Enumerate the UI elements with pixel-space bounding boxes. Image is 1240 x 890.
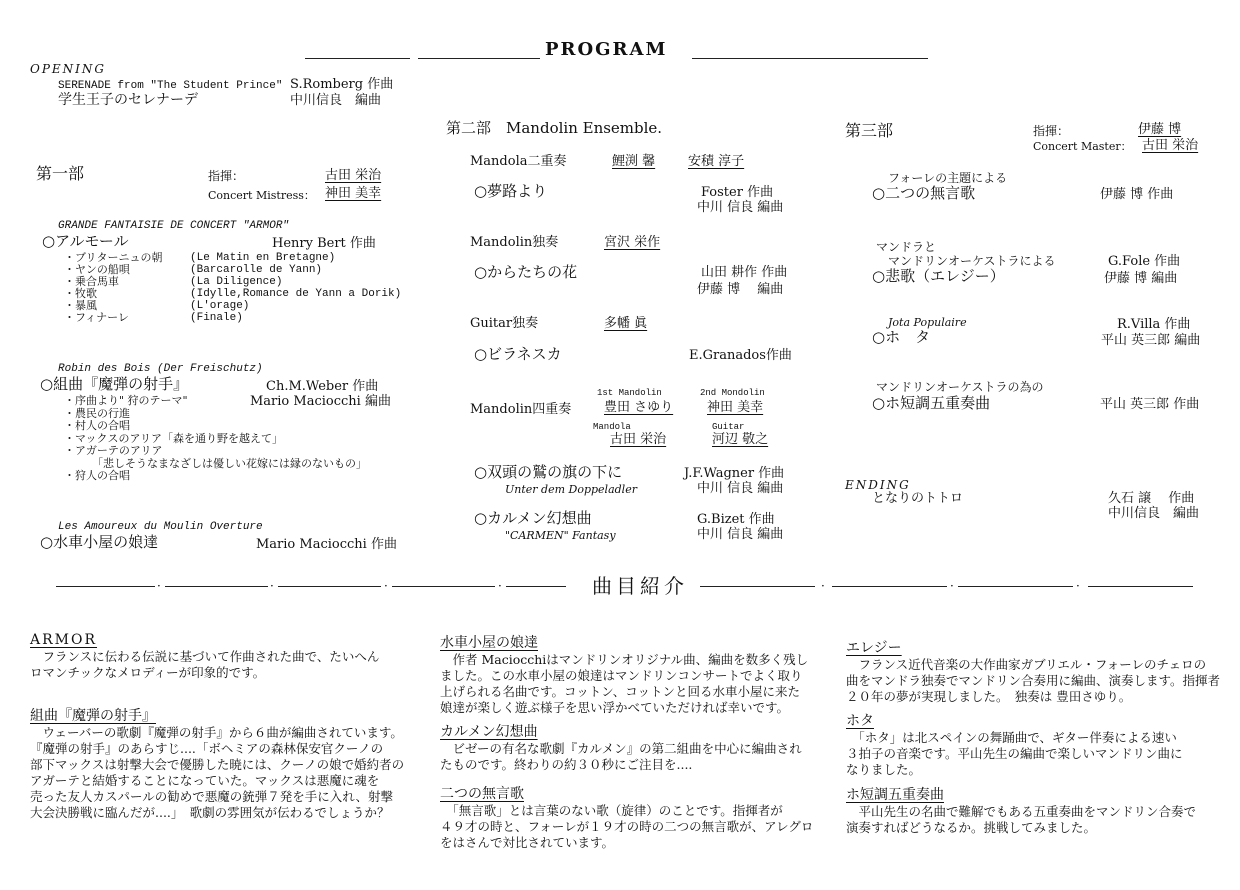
notes-rule-dot: · <box>498 579 502 593</box>
part1-conductor: 古田 栄治 <box>325 168 382 183</box>
note-jota-line: 「ホタ」は北スペインの舞踊曲で、ギター伴奏による速い <box>846 730 1177 745</box>
duet-player: 安積 淳子 <box>688 154 745 169</box>
freischutz-item: ・村人の合唱 <box>64 419 130 432</box>
note-freischutz-title: 組曲『魔弾の射手』 <box>30 708 156 724</box>
carmen-composer: G.Bizet 作曲 <box>697 512 775 527</box>
part3-conductor-label: 指揮： <box>1033 124 1070 138</box>
elegy-intro: マンドラと <box>876 240 937 254</box>
freischutz-item: ・序曲より" 狩のテーマ" <box>64 394 188 407</box>
note-elegy-line: フランス近代音楽の大作曲家ガブリエル・フォーレのチェロの <box>846 657 1207 672</box>
notes-rule-dot: · <box>384 579 388 593</box>
guitar-composer: E.Granados作曲 <box>689 348 792 363</box>
quartet-label: Mandolin四重奏 <box>470 402 572 417</box>
ending-title: となりのトトロ <box>872 491 964 506</box>
armor-movement-ja: ・牧歌 <box>64 287 97 300</box>
solo-composer: 山田 耕作 作曲 <box>701 265 788 280</box>
note-songs-line: 「無言歌」とは言葉のない歌（旋律）のことです。指揮者が <box>440 803 783 818</box>
note-carmen-title: カルメン幻想曲 <box>440 724 538 740</box>
note-quintet-line: 演奏すればどうなるか。挑戦してみました。 <box>846 820 1097 835</box>
duet-arranger: 中川 信良 編曲 <box>697 200 784 215</box>
armor-movement-ja: ・ブリターニュの朝 <box>64 251 163 264</box>
note-moulin-line: ました。この水車小屋の娘達はマンドリンコンサートでよく取り <box>440 668 803 683</box>
note-freischutz-line: 大会決勝戦に臨んだが....」 歌劇の雰囲気が伝わるでしょうか？ <box>30 805 390 820</box>
notes-rule-dot: · <box>1076 579 1080 593</box>
note-songs-line: ４９才の時と、フォーレが１９才の時の二つの無言歌が、アレグロ <box>440 819 814 834</box>
notes-rule <box>700 586 815 587</box>
armor-composer: Henry Bert 作曲 <box>272 236 376 251</box>
armor-movement-fr: (La Diligence) <box>190 276 283 288</box>
note-quintet-title: ホ短調五重奏曲 <box>846 787 944 803</box>
armor-movement-ja: ・ヤンの船唄 <box>64 263 130 276</box>
quartet-part: Mandola <box>593 422 631 432</box>
faure-title: ○二つの無言歌 <box>872 184 976 202</box>
ending-arranger: 中川信良 編曲 <box>1108 506 1200 521</box>
page-title: PROGRAM <box>545 39 668 60</box>
header-rule-right <box>692 58 928 59</box>
note-moulin-line: 上げられる名曲です。コットン、コットンと回る水車小屋に来た <box>440 684 801 699</box>
note-songs-line: をはさんで対比されています。 <box>440 835 615 850</box>
wagner-title: ○双頭の鷲の旗の下に <box>474 463 623 481</box>
opening-arranger: 中川信良 編曲 <box>290 93 382 108</box>
header-rule-left-1 <box>305 58 410 59</box>
note-elegy-line: 曲をマンドラ独奏でマンドリン合奏用に編曲、演奏します。指揮者 <box>846 673 1221 688</box>
header-rule-left-2 <box>418 58 540 59</box>
notes-rule-dot: · <box>950 579 954 593</box>
note-armor-line: ロマンチックなメロディーが印象的です。 <box>30 665 266 680</box>
opening-composer: S.Romberg 作曲 <box>290 77 394 92</box>
freischutz-item: 「悲しそうなまなざしは優しい花嫁には縁のないもの」 <box>92 457 367 470</box>
armor-movement-ja: ・乗合馬車 <box>64 275 119 288</box>
quintet-composer: 平山 英三郎 作曲 <box>1100 397 1200 412</box>
faure-intro: フォーレの主題による <box>888 171 1008 185</box>
notes-rule <box>392 586 495 587</box>
opening-label: OPENING <box>30 62 106 76</box>
notes-rule <box>278 586 381 587</box>
opening-en-title: SERENADE from "The Student Prince" <box>58 80 283 92</box>
opening-ja-title: 学生王子のセレナーデ <box>58 92 198 108</box>
part3-heading: 第三部 <box>845 121 894 140</box>
elegy-composer: G.Fole 作曲 <box>1108 254 1181 269</box>
note-quintet-line: 平山先生の名曲で難解でもある五重奏曲をマンドリン合奏で <box>846 804 1197 819</box>
part1-mistress-label: Concert Mistress： <box>208 189 315 202</box>
notes-rule <box>1088 586 1193 587</box>
part1-mistress: 神田 美幸 <box>325 186 382 201</box>
quartet-player: 河辺 敬之 <box>712 432 769 447</box>
moulin-title: ○水車小屋の娘達 <box>40 533 159 551</box>
faure-composer: 伊藤 博 作曲 <box>1100 187 1174 202</box>
note-freischutz-line: ウェーバーの歌劇『魔弾の射手』から６曲が編曲されています。 <box>30 725 403 740</box>
jota-title: ○ホ タ <box>872 328 931 346</box>
jota-arranger: 平山 英三郎 編曲 <box>1101 333 1201 348</box>
note-carmen-line: たものです。終わりの約３０秒にご注目を.... <box>440 757 693 772</box>
wagner-composer: J.F.Wagner 作曲 <box>684 466 785 481</box>
quartet-player: 豊田 さゆり <box>604 400 674 415</box>
notes-heading: 曲目紹介 <box>592 574 688 598</box>
quartet-part: 2nd Mondolin <box>700 388 765 398</box>
solo-arranger: 伊藤 博 編曲 <box>697 282 784 297</box>
guitar-player: 多幡 眞 <box>604 316 648 331</box>
notes-rule <box>165 586 268 587</box>
freischutz-en-title: Robin des Bois (Der Freischutz) <box>58 363 263 375</box>
wagner-subtitle: Unter dem Doppeladler <box>505 483 637 496</box>
freischutz-arranger: Mario Maciocchi 編曲 <box>250 394 391 409</box>
guitar-label: Guitar独奏 <box>470 316 539 331</box>
note-jota-line: ３拍子の音楽です。平山先生の編曲で楽しいマンドリン曲に <box>846 746 1183 761</box>
part1-heading: 第一部 <box>36 164 85 183</box>
note-freischutz-line: 売った友人カスパールの勧めで悪魔の銃弾７発を手に入れ、射撃 <box>30 789 394 804</box>
notes-rule <box>56 586 155 587</box>
notes-rule <box>506 586 566 587</box>
armor-movement-fr: (Idylle,Romance de Yann a Dorik) <box>190 288 402 300</box>
note-moulin-title: 水車小屋の娘達 <box>440 635 538 651</box>
moulin-composer: Mario Maciocchi 作曲 <box>256 537 397 552</box>
notes-rule-dot: · <box>270 579 274 593</box>
carmen-arranger: 中川 信良 編曲 <box>697 527 784 542</box>
quartet-player: 神田 美幸 <box>707 400 764 415</box>
quintet-intro: マンドリンオーケストラの為の <box>876 380 1044 394</box>
armor-movement-fr: (L'orage) <box>190 300 250 312</box>
solo-player: 宮沢 栄作 <box>604 235 661 250</box>
carmen-title: ○カルメン幻想曲 <box>474 509 592 527</box>
note-elegy-title: エレジー <box>846 640 902 656</box>
freischutz-composer: Ch.M.Weber 作曲 <box>266 379 379 394</box>
part1-conductor-label: 指揮： <box>208 169 245 183</box>
wagner-arranger: 中川 信良 編曲 <box>697 481 784 496</box>
quartet-part: Guitar <box>712 422 745 432</box>
part2-heading: 第二部 Mandolin Ensemble. <box>446 119 663 137</box>
armor-en-title: GRANDE FANTAISIE DE CONCERT "ARMOR" <box>58 220 290 232</box>
notes-rule-dot: · <box>821 579 825 593</box>
duet-title: ○夢路より <box>474 182 548 200</box>
note-songs-title: 二つの無言歌 <box>440 786 524 802</box>
note-freischutz-line: 部下マックスは射撃大会で優勝した暁には、クーノの娘で婚約者の <box>30 757 405 772</box>
freischutz-item: ・狩人の合唱 <box>64 469 130 482</box>
duet-composer: Foster 作曲 <box>701 185 774 200</box>
note-jota-title: ホタ <box>846 713 874 729</box>
note-armor-line: フランスに伝わる伝説に基づいて作曲された曲で、たいへん <box>30 649 380 664</box>
elegy-arranger: 伊藤 博 編曲 <box>1104 271 1178 286</box>
note-jota-line: なりました。 <box>846 762 922 777</box>
carmen-subtitle: "CARMEN" Fantasy <box>505 529 616 542</box>
notes-rule <box>832 586 947 587</box>
quartet-player: 古田 栄治 <box>610 432 667 447</box>
duet-player: 鯉渕 馨 <box>612 154 656 169</box>
note-armor-title: ARMOR <box>30 632 98 648</box>
notes-rule <box>958 586 1073 587</box>
note-freischutz-line: 『魔弾の射手』のあらすじ....「ボヘミアの森林保安官クーノの <box>30 741 384 756</box>
note-carmen-line: ビゼーの有名な歌劇『カルメン』の第二組曲を中心に編曲され <box>440 741 802 756</box>
moulin-en-title: Les Amoureux du Moulin Overture <box>58 521 263 533</box>
part3-master: 古田 栄治 <box>1142 138 1199 153</box>
armor-movement-fr: (Finale) <box>190 312 243 324</box>
armor-movement-fr: (Barcarolle de Yann) <box>190 264 323 276</box>
elegy-title: ○悲歌（エレジー） <box>872 267 1005 285</box>
freischutz-item: ・農民の行進 <box>64 407 130 420</box>
elegy-intro: マンドリンオーケストラによる <box>888 254 1056 268</box>
solo-title: ○からたちの花 <box>474 263 578 281</box>
freischutz-item: ・アガーテのアリア <box>64 444 163 457</box>
armor-title: ○アルモール <box>42 232 129 250</box>
jota-composer: R.Villa 作曲 <box>1117 317 1191 332</box>
note-moulin-line: 作者 Maciocchiはマンドリンオリジナル曲、編曲を数多く残し <box>440 652 809 667</box>
armor-movement-ja: ・暴風 <box>64 299 97 312</box>
guitar-title: ○ビラネスカ <box>474 345 562 363</box>
freischutz-item: ・マックスのアリア「森を通り野を越えて」 <box>64 432 284 445</box>
armor-movement-fr: (Le Matin en Bretagne) <box>190 252 336 264</box>
part3-master-label: Concert Master： <box>1033 140 1132 153</box>
quartet-part: 1st Mandolin <box>597 388 662 398</box>
ending-composer: 久石 譲 作曲 <box>1108 491 1195 506</box>
freischutz-title: ○組曲『魔弾の射手』 <box>40 375 189 393</box>
note-moulin-line: 娘達が楽しく遊ぶ様子を思い浮かべていただければ幸いです。 <box>440 700 790 715</box>
duet-label: Mandola二重奏 <box>470 154 567 169</box>
part3-conductor: 伊藤 博 <box>1138 122 1182 137</box>
quintet-title: ○ホ短調五重奏曲 <box>872 394 991 412</box>
armor-movement-ja: ・フィナーレ <box>64 311 129 324</box>
notes-rule-dot: · <box>157 579 161 593</box>
note-elegy-line: ２０年の夢が実現しました。 独奏は 豊田さゆり。 <box>846 689 1132 704</box>
note-freischutz-line: アガーテと結婚することになっていた。マックスは悪魔に魂を <box>30 773 380 788</box>
solo-label: Mandolin独奏 <box>470 235 559 250</box>
jota-en-title: Jota Populaire <box>888 316 967 329</box>
ending-label: ENDING <box>845 478 911 492</box>
